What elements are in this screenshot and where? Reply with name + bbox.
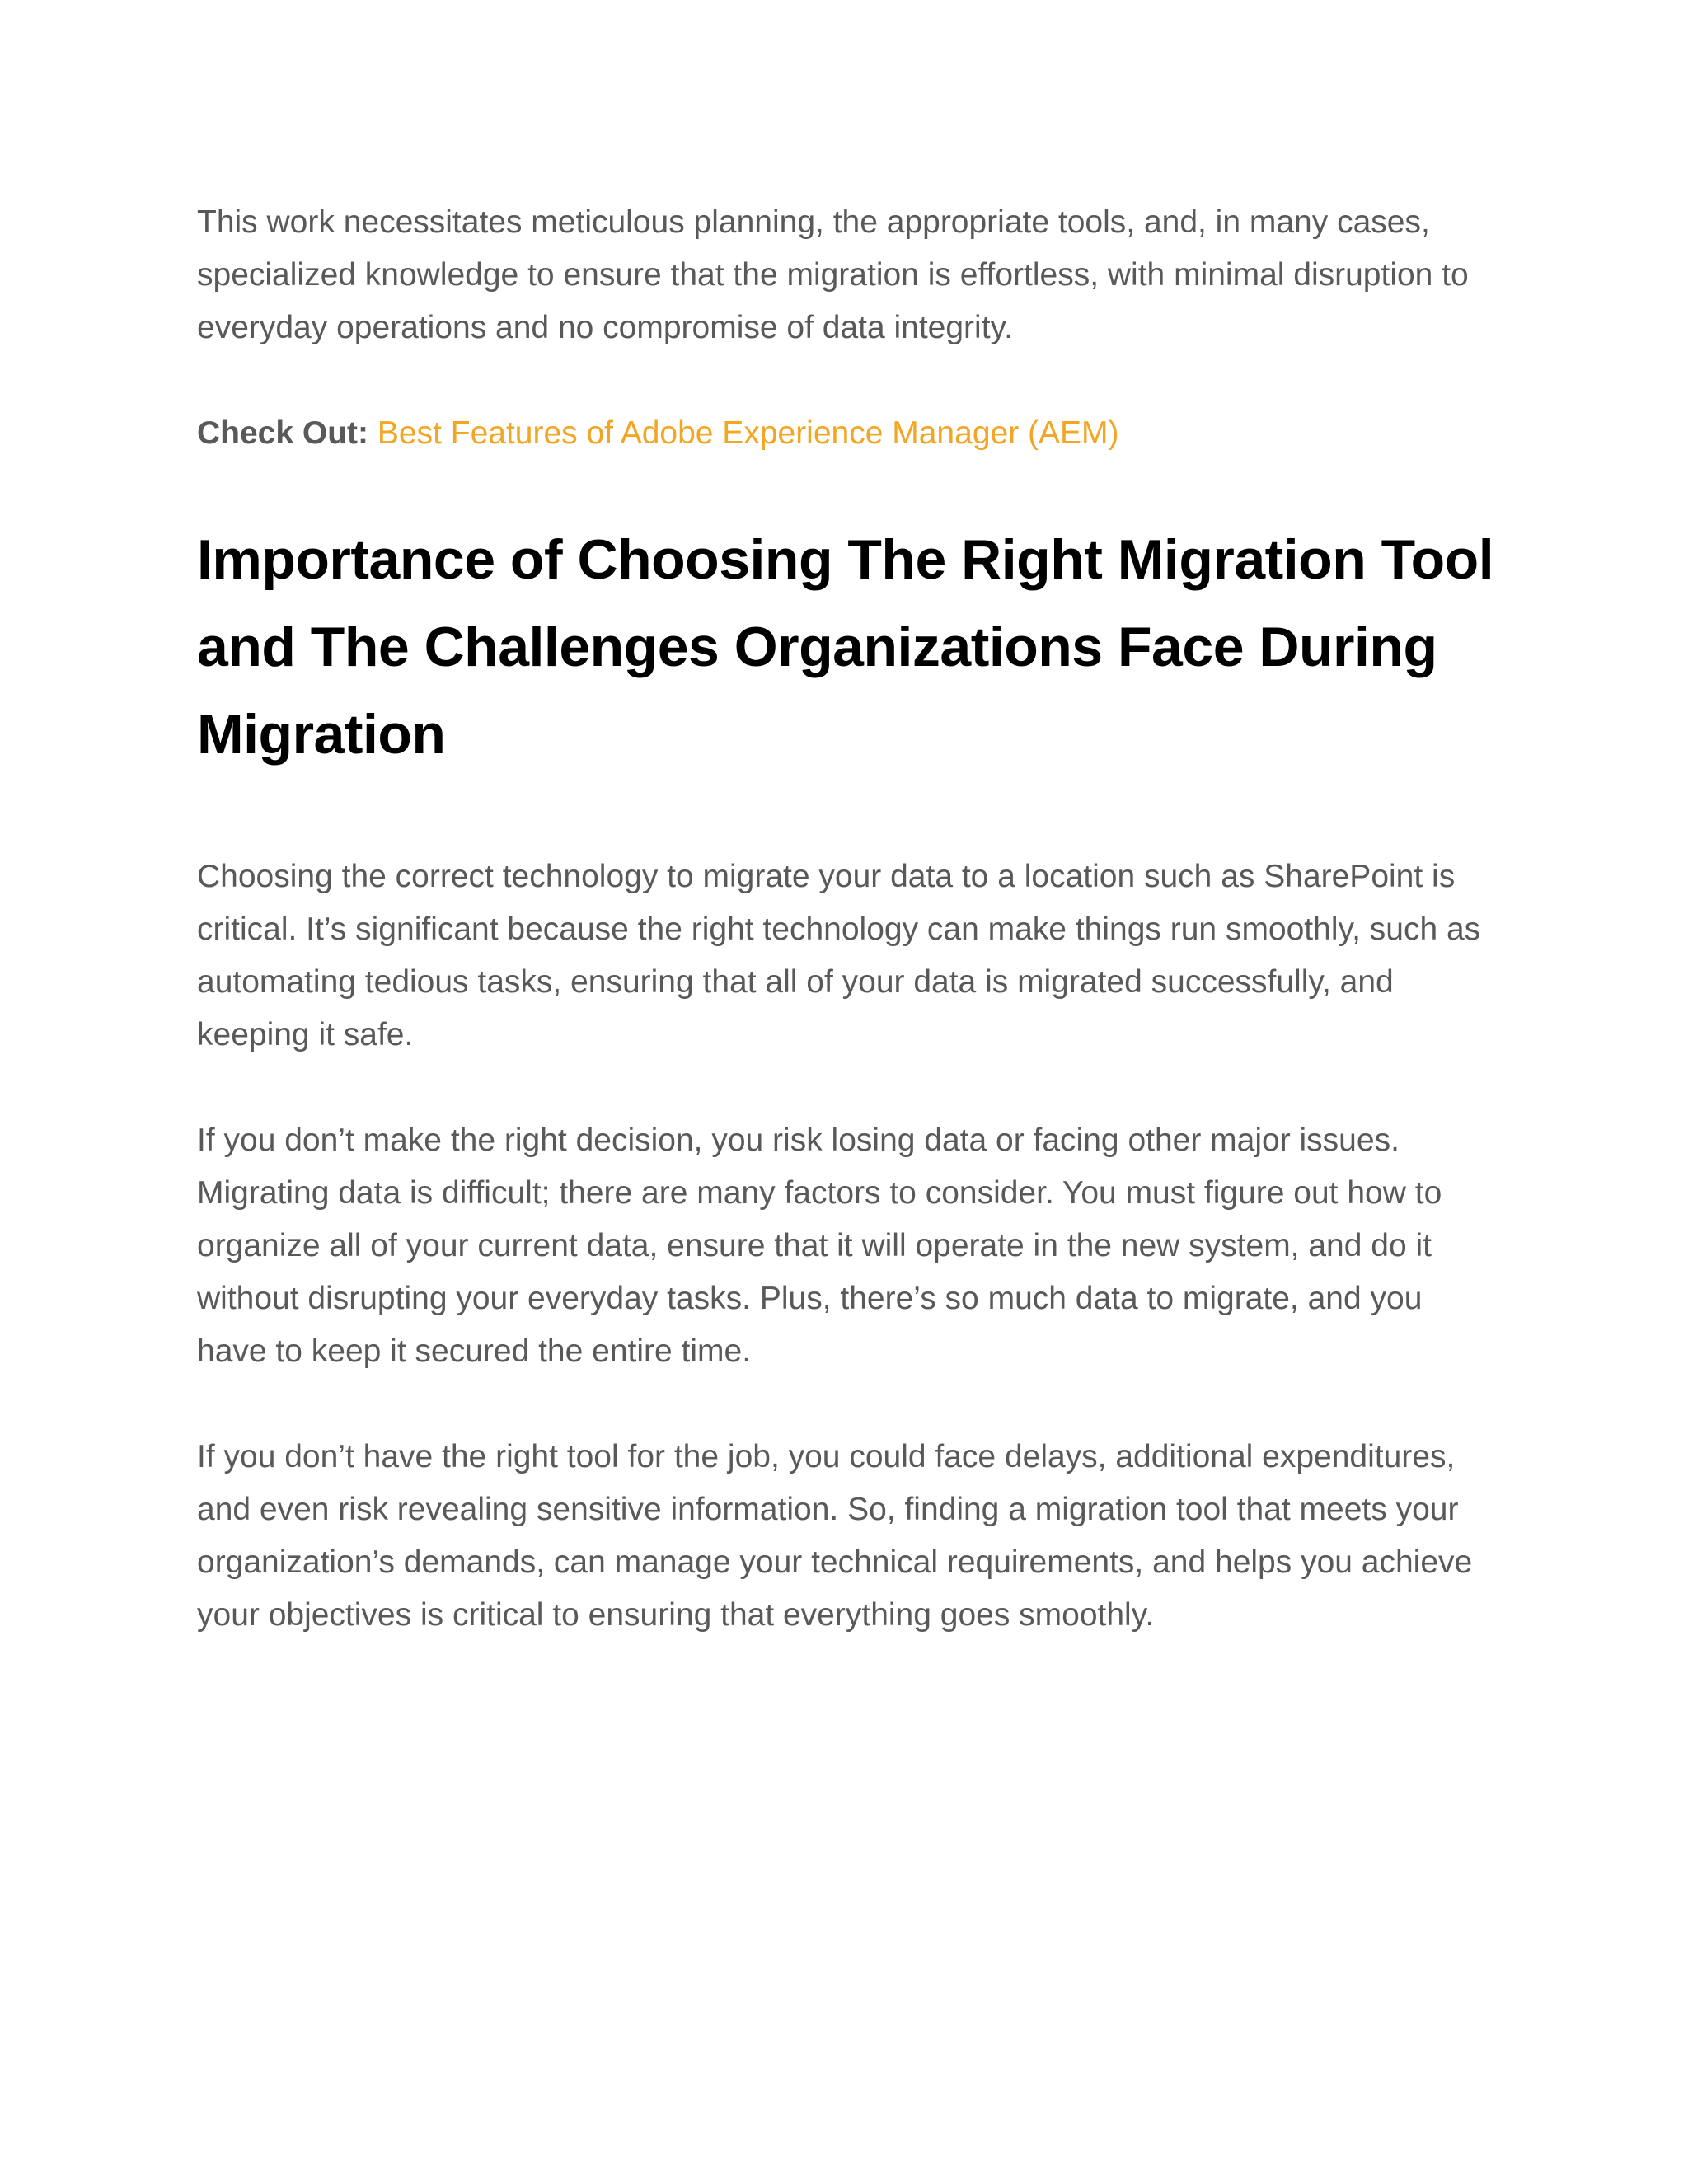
body-paragraph-3: If you don’t have the right tool for the job, you could face delays, additional expenditures, and even risk revealing sensitive information. So, finding a migration tool that meets your organization’s demands, can manage your technical requirements, and helps you achieve your objectives is critical to ensuring that everything goes smoothly. bbox=[197, 1439, 1473, 1633]
section-heading: Importance of Choosing The Right Migration Tool and The Challenges Organizations Face During Migration bbox=[197, 528, 1494, 766]
document-page bbox=[197, 196, 1499, 1642]
section-body bbox=[197, 851, 1499, 1642]
aem-features-link[interactable]: Best Features of Adobe Experience Manager (AEM) bbox=[377, 415, 1119, 451]
check-out-line bbox=[197, 407, 1499, 460]
intro-paragraph: This work necessitates meticulous planning, the appropriate tools, and, in many cases, specialized knowledge to ensure that the migration is effortless, with minimal disruption to everyday operations and no compromise of data integrity. bbox=[197, 204, 1469, 345]
body-paragraph-2: If you don’t make the right decision, you risk losing data or facing other major issues. Migrating data is difficult; there are many factors to consider. You must figure out how to organize all of your current data, ensure that it will operate in the new system, and do it without disrupting your everyday tasks. Plus, there’s so much data to migrate, and you have to keep it secured the entire time. bbox=[197, 1122, 1442, 1369]
check-out-label: Check Out: bbox=[197, 415, 369, 451]
body-paragraph-1: Choosing the correct technology to migrate your data to a location such as SharePoint is critical. It’s significant because the right technology can make things run smoothly, such as automating tedious tasks, ensuring that all of your data is migrated successfully, and keeping it safe. bbox=[197, 859, 1481, 1052]
